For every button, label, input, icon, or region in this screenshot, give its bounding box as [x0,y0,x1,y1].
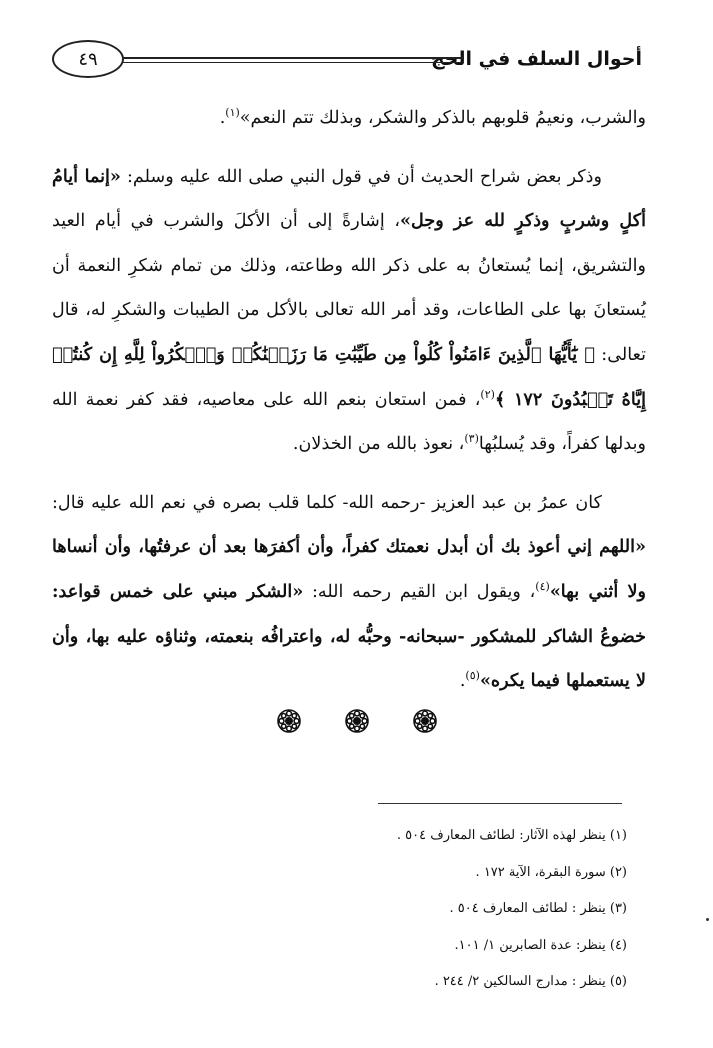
footnote-ref-1[interactable]: (١) [225,106,240,120]
footnote-2: (٢) سورة البقرة، الآية ١٧٢ . [475,864,627,880]
paragraph-2 [52,155,646,467]
footnote-ref-2[interactable]: (٢) [480,387,495,401]
footnote-4: (٤) ينظر: عدة الصابرين ١/ ١٠١. [454,937,627,953]
paragraph-3-text-a: كان عمرُ بن عبد العزيز -رحمه الله- كلما قلب بصره في نعم الله عليه قال: [52,492,602,513]
body-text [52,96,646,704]
paragraph-3-tail: . [459,671,466,692]
page-number [52,40,124,78]
running-title: أحوال السلف في الحج [430,48,642,70]
footnote-5: (٥) ينظر : مدارج السالكين ٢/ ٢٤٤ . [434,974,627,989]
hadith-quote: «إنما أيامُ أكلٍ وشربٍ وذكرٍ لله عز وجل» [52,165,646,232]
paragraph-1 [52,96,646,141]
header-rule-thin [122,62,464,63]
footnotes [207,818,627,1001]
footnote-3: (٣) ينظر : لطائف المعارف ٥٠٤ . [449,901,627,916]
paragraph-3-text-b: ، ويقول ابن القيم رحمه الله: [312,581,536,602]
quran-verse: ﴿ يَٰٓأَيُّهَا ٱلَّذِينَ ءَامَنُواْ كُلُواْ مِن طَيِّبَٰتِ مَا رَزَقۡنَٰكُمۡ وَٱشۡكُرُواْ لِلَّهِ إِن كُنتُمۡ إِيَّاهُ تَعۡبُدُونَ ١٧٢ ﴾ [52,343,646,410]
paragraph-3 [52,481,646,704]
scan-speck [706,918,709,921]
paragraph-1-tail: . [219,108,226,128]
footnote-1: (١) ينظر لهذه الآثار: لطائف المعارف ٥٠٤ . [396,828,627,843]
rosette-ornament-icon [344,708,370,734]
rosette-ornament-icon [412,708,438,734]
footnote-ref-4[interactable]: (٤) [535,580,550,594]
paragraph-2-text-b: ، فمن استعان بنعم الله على معاصيه، فقد كفر نعمة الله وبدلها كفراً، وقد يُسلبُها [52,389,646,455]
paragraph-2-text-c: ، نعوذ بالله من الخذلان. [292,434,465,455]
ibn-qayyim-quote: «الشكر مبني على خمس قواعد: خضوعُ الشاكر للمشكور -سبحانه- وحبُّه له، واعترافُه بنعمته، وثناؤه عليه بها، وأن لا يستعملها فيما يكره» [52,580,646,692]
paragraph-2-intro: وذكر بعض شراح الحديث أن في قول النبي صلى الله عليه وسلم: [127,166,602,187]
page-header [52,36,642,86]
header-rule [122,57,464,59]
footnote-separator [378,803,622,804]
footnote-ref-3[interactable]: (٣) [464,432,479,446]
page-number-text: ٤٩ [78,48,98,70]
paragraph-2-text-a: ، إشارةً إلى أن الأكلَ والشرب في أيام العيد والتشريق، إنما يُستعانُ به على ذكر الله وطاعته، وذلك من تمام شكرِ النعمة أن يُستعانَ بها على الطاعات، وقد أمر الله تعالى بالأكل من الطيبات والشكرِ له، قال تعالى: [52,211,646,365]
rosette-ornament-icon [276,708,302,734]
section-divider-ornaments [0,708,713,734]
prayer-quote: «اللهم إني أعوذ بك أن أبدل نعمتك كفراً، وأن أكفرَها بعد أن عرفتُها، وأن أنساها ولا أثني بها» [52,536,647,602]
footnote-ref-5[interactable]: (٥) [465,669,480,683]
paragraph-1-text: والشرب، ونعيمُ قلوبهم بالذكر والشكر، وبذلك تتم النعم» [239,108,646,128]
